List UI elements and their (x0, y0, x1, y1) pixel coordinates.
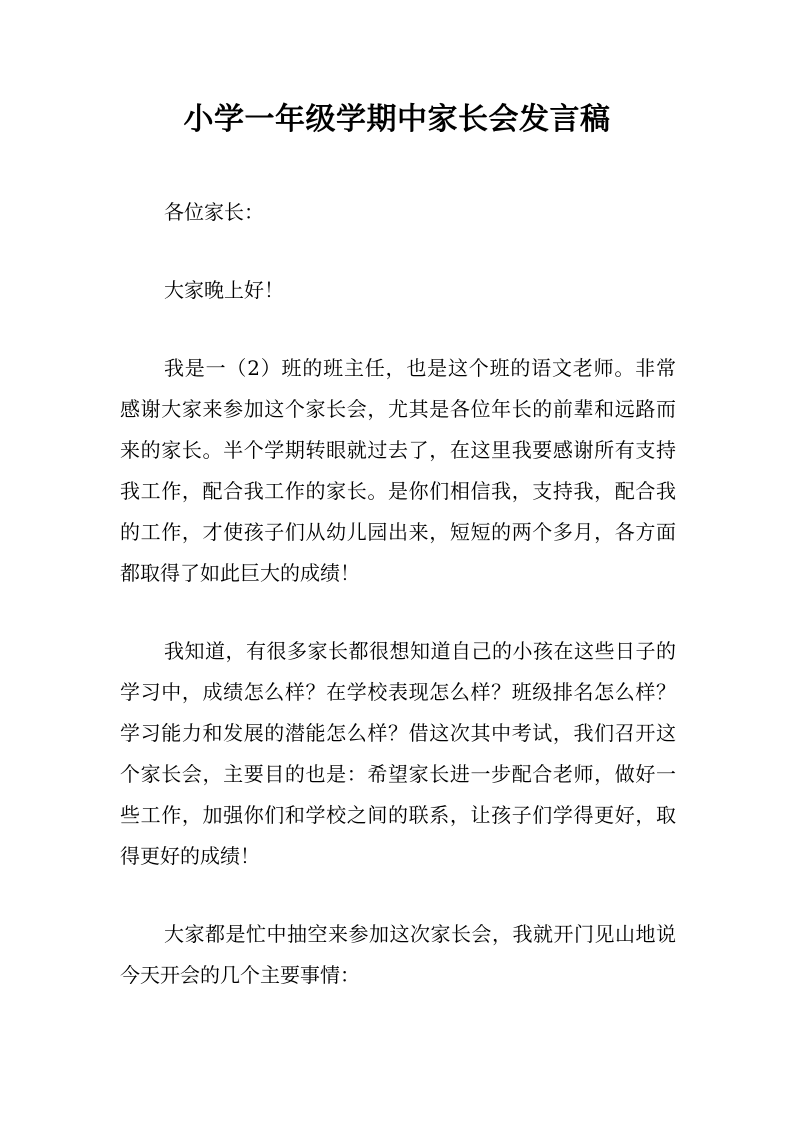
salutation-paragraph: 大家晚上好！ (164, 278, 284, 302)
body-paragraph-purpose: 我知道，有很多家长都很想知道自己的小孩在这些日子的学习中，成绩怎么样？在学校表现怎么样？班级排名怎么样？学习能力和发展的潜能怎么样？借这次其中考试，我们召开这个家长会，主要目的也是：希望家长进一步配合老师，做好一些工作，加强你们和学校之间的联系，让孩子们学得更好，取得更好的成绩！ (120, 639, 676, 868)
body-paragraph-intro: 我是一（2）班的班主任，也是这个班的语文老师。非常感谢大家来参加这个家长会，尤其是各位年长的前辈和远路而来的家长。半个学期转眼就过去了，在这里我要感谢所有支持我工作，配合我工作的家长。是你们相信我，支持我，配合我的工作，才使孩子们从幼儿园出来，短短的两个多月，各方面都取得了如此巨大的成绩！ (120, 356, 676, 585)
greeting-paragraph: 各位家长： (164, 200, 264, 224)
document-title: 小学一年级学期中家长会发言稿 (183, 102, 611, 137)
document-body (120, 192, 676, 1033)
body-paragraph-agenda: 大家都是忙中抽空来参加这次家长会，我就开门见山地说今天开会的几个主要事情： (120, 922, 676, 987)
